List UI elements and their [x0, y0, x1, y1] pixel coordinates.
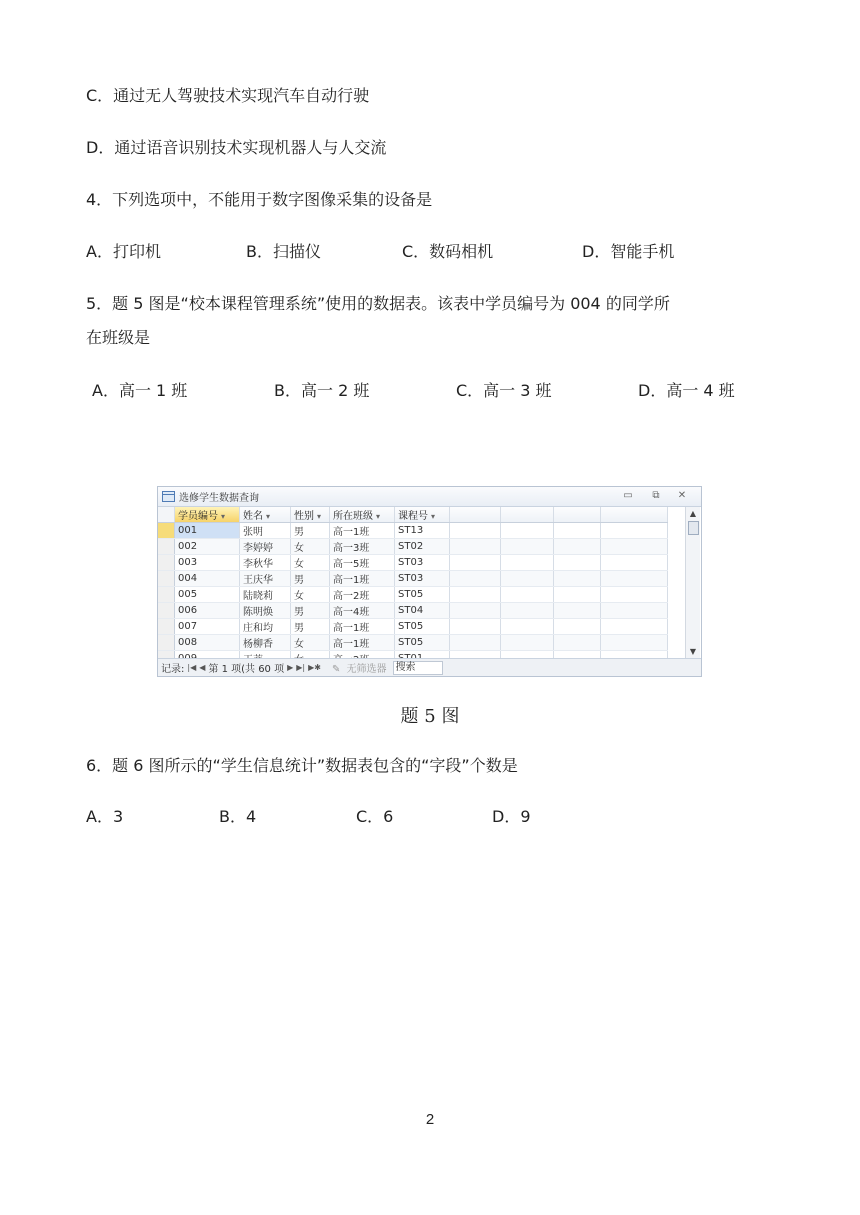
table-cell[interactable]: ST05	[395, 635, 450, 651]
q4-option-b: B．扫描仪	[246, 242, 321, 261]
empty-cell	[554, 539, 601, 555]
table-cell[interactable]: 高一1班	[330, 619, 395, 635]
row-selector[interactable]	[158, 603, 175, 619]
empty-cell	[601, 555, 668, 571]
table-row[interactable]	[158, 555, 668, 571]
table-cell[interactable]: ST05	[395, 619, 450, 635]
q4-option-a: A．打印机	[86, 242, 161, 261]
empty-cell	[501, 635, 554, 651]
empty-cell	[501, 555, 554, 571]
empty-cell	[554, 555, 601, 571]
row-selector[interactable]	[158, 555, 175, 571]
empty-cell	[450, 571, 501, 587]
table-cell[interactable]: 003	[175, 555, 240, 571]
table-row[interactable]	[158, 587, 668, 603]
dropdown-arrow-icon[interactable]: ▾	[317, 512, 322, 521]
restore-icon[interactable]: ⧉	[652, 490, 660, 501]
record-position[interactable]: 第 1 项(共 60 项	[208, 664, 285, 675]
table-cell[interactable]: 女	[291, 539, 330, 555]
empty-column	[601, 507, 668, 523]
table-cell[interactable]: ST13	[395, 523, 450, 539]
table-cell[interactable]: 陈明焕	[240, 603, 291, 619]
empty-cell	[450, 635, 501, 651]
table-cell[interactable]: 高一4班	[330, 603, 395, 619]
filter-icon: ✎	[331, 664, 341, 675]
scroll-down-icon[interactable]: ▼	[689, 647, 697, 656]
empty-cell	[450, 555, 501, 571]
empty-cell	[501, 571, 554, 587]
datasheet-window	[157, 486, 702, 677]
row-selector[interactable]	[158, 587, 175, 603]
table-cell[interactable]: 女	[291, 555, 330, 571]
table-cell[interactable]: ST02	[395, 539, 450, 555]
question-4: 4．下列选项中，不能用于数字图像采集的设备是	[86, 190, 433, 209]
empty-cell	[554, 523, 601, 539]
table-cell[interactable]: 高一2班	[330, 587, 395, 603]
table-cell[interactable]: 男	[291, 571, 330, 587]
table-cell[interactable]: 高一1班	[330, 635, 395, 651]
empty-cell	[601, 635, 668, 651]
table-cell[interactable]: 女	[291, 587, 330, 603]
empty-cell	[501, 619, 554, 635]
q5-option-a: A．高一 1 班	[92, 381, 188, 400]
table-cell[interactable]: 高一1班	[330, 523, 395, 539]
table-cell[interactable]: 高一1班	[330, 571, 395, 587]
column-header[interactable]: 性别 ▾	[291, 507, 330, 523]
column-header[interactable]: 学员编号 ▾	[175, 507, 240, 523]
scroll-thumb[interactable]	[688, 521, 699, 535]
dropdown-arrow-icon[interactable]: ▾	[376, 512, 381, 521]
empty-cell	[601, 539, 668, 555]
table-row[interactable]	[158, 539, 668, 555]
header-row	[158, 507, 668, 523]
q6-option-b: B．4	[219, 807, 257, 826]
dropdown-arrow-icon[interactable]: ▾	[266, 512, 271, 521]
question-6: 6．题 6 图所示的“学生信息统计”数据表包含的“字段”个数是	[86, 756, 518, 775]
table-cell[interactable]: ST03	[395, 571, 450, 587]
table-cell[interactable]: 陆晓莉	[240, 587, 291, 603]
dropdown-arrow-icon[interactable]: ▾	[431, 512, 436, 521]
empty-cell	[501, 603, 554, 619]
empty-cell	[450, 539, 501, 555]
table-row[interactable]	[158, 635, 668, 651]
empty-cell	[501, 587, 554, 603]
empty-cell	[450, 603, 501, 619]
row-selector[interactable]	[158, 635, 175, 651]
empty-cell	[554, 571, 601, 587]
empty-column	[501, 507, 554, 523]
dropdown-arrow-icon[interactable]: ▾	[221, 512, 226, 521]
table-cell[interactable]: 男	[291, 523, 330, 539]
table-cell[interactable]: 006	[175, 603, 240, 619]
table-row[interactable]	[158, 603, 668, 619]
empty-cell	[601, 587, 668, 603]
table-cell[interactable]: 李秋华	[240, 555, 291, 571]
q3-option-d: D．通过语音识别技术实现机器人与人交流	[86, 138, 387, 157]
table-cell[interactable]: 007	[175, 619, 240, 635]
minimize-icon[interactable]: ▭	[623, 490, 633, 501]
record-navigation-bar	[158, 658, 701, 676]
empty-cell	[554, 619, 601, 635]
q6-option-c: C．6	[356, 807, 394, 826]
table-icon	[162, 491, 175, 502]
table-cell[interactable]: 高一3班	[330, 539, 395, 555]
record-label: 记录:	[161, 664, 185, 675]
table-cell[interactable]: 王庆华	[240, 571, 291, 587]
empty-cell	[601, 619, 668, 635]
table-cell[interactable]: 001	[175, 523, 240, 539]
empty-cell	[450, 523, 501, 539]
empty-cell	[501, 539, 554, 555]
empty-cell	[601, 523, 668, 539]
search-input[interactable]: 搜索	[393, 661, 443, 675]
table-cell[interactable]: 008	[175, 635, 240, 651]
table-cell[interactable]: 李婷婷	[240, 539, 291, 555]
empty-cell	[554, 603, 601, 619]
empty-cell	[450, 619, 501, 635]
row-selector[interactable]	[158, 539, 175, 555]
page-number: 2	[425, 1111, 435, 1128]
q4-option-d: D．智能手机	[582, 242, 675, 261]
row-selector[interactable]	[158, 619, 175, 635]
table-cell[interactable]: 张明	[240, 523, 291, 539]
q5-option-d: D．高一 4 班	[638, 381, 735, 400]
scroll-up-icon[interactable]: ▲	[689, 509, 697, 518]
table-cell[interactable]: ST04	[395, 603, 450, 619]
table-row[interactable]	[158, 571, 668, 587]
table-cell[interactable]: ST05	[395, 587, 450, 603]
row-selector-header[interactable]	[158, 507, 175, 523]
window-titlebar	[158, 487, 701, 507]
q6-option-d: D．9	[492, 807, 531, 826]
table-cell[interactable]: 杨柳香	[240, 635, 291, 651]
empty-cell	[601, 571, 668, 587]
row-selector[interactable]	[158, 523, 175, 539]
q3-option-c: C．通过无人驾驶技术实现汽车自动行驶	[86, 86, 370, 105]
table-row[interactable]	[158, 619, 668, 635]
empty-cell	[501, 523, 554, 539]
table-row[interactable]	[158, 523, 668, 539]
empty-cell	[554, 635, 601, 651]
table-cell[interactable]: 005	[175, 587, 240, 603]
table-cell[interactable]: ST03	[395, 555, 450, 571]
previous-record-icon[interactable]: ◀	[199, 663, 206, 672]
new-record-icon[interactable]: ▶✱	[308, 663, 321, 672]
question-5-line-2: 在班级是	[86, 328, 151, 347]
table-cell[interactable]: 男	[291, 619, 330, 635]
table-cell[interactable]: 002	[175, 539, 240, 555]
column-header[interactable]: 所在班级 ▾	[330, 507, 395, 523]
next-record-icon[interactable]: ▶	[287, 663, 294, 672]
empty-column	[554, 507, 601, 523]
figure-caption: 题 5 图	[400, 706, 460, 727]
question-5-line-1: 5．题 5 图是“校本课程管理系统”使用的数据表。该表中学员编号为 004 的同学所	[86, 294, 670, 313]
empty-cell	[450, 587, 501, 603]
q6-option-a: A．3	[86, 807, 124, 826]
table-cell[interactable]: 004	[175, 571, 240, 587]
table-cell[interactable]: 高一5班	[330, 555, 395, 571]
row-selector[interactable]	[158, 571, 175, 587]
window-title: 选修学生数据查询	[179, 493, 259, 504]
last-record-icon[interactable]: ▶|	[296, 663, 306, 672]
first-record-icon[interactable]: |◀	[187, 663, 197, 672]
vertical-scrollbar[interactable]	[685, 507, 700, 659]
column-header[interactable]: 课程号 ▾	[395, 507, 450, 523]
close-icon[interactable]: ✕	[677, 490, 687, 501]
empty-cell	[554, 587, 601, 603]
table-cell[interactable]: 女	[291, 635, 330, 651]
no-filter-button[interactable]: ✎ 无筛选器	[331, 664, 387, 675]
table-cell[interactable]: 男	[291, 603, 330, 619]
empty-cell	[601, 603, 668, 619]
table-cell[interactable]: 庄和均	[240, 619, 291, 635]
q5-option-c: C．高一 3 班	[456, 381, 552, 400]
q4-option-c: C．数码相机	[402, 242, 494, 261]
datasheet-grid	[158, 507, 686, 659]
q5-option-b: B．高一 2 班	[274, 381, 370, 400]
column-header[interactable]: 姓名 ▾	[240, 507, 291, 523]
empty-column	[450, 507, 501, 523]
